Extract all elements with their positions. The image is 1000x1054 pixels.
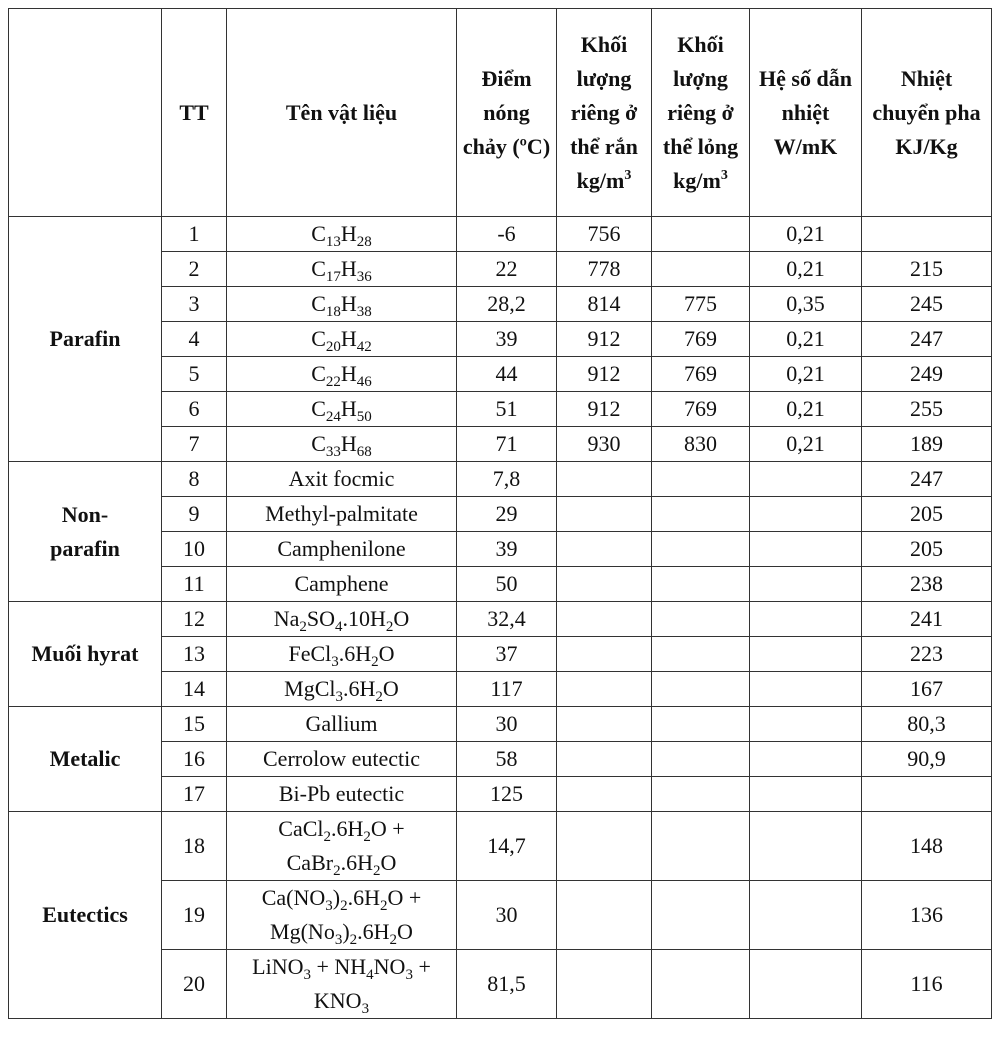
header-row: [9, 9, 992, 217]
header-liquid-density: Khối lượng riêng ở thể lỏng $kg/m^3$: [652, 9, 750, 217]
cell-latent-heat: 136: [862, 881, 992, 950]
cell-material-name: $Ca(NO_3)_2.6H_2O + Mg(No_3)_2.6H_2O$: [227, 881, 457, 950]
cell-tt: 10: [162, 532, 227, 567]
cell-melting-point: 22: [457, 252, 557, 287]
cell-liquid-density: [652, 672, 750, 707]
cell-melting-point: 29: [457, 497, 557, 532]
cell-material-name: Camphenilone: [227, 532, 457, 567]
cell-solid-density: 814: [557, 287, 652, 322]
cell-latent-heat: 245: [862, 287, 992, 322]
cell-material-name: $C_{20}H_{42}$: [227, 322, 457, 357]
cell-material-name: $MgCl_3.6H_2O$: [227, 672, 457, 707]
cell-thermal-conductivity: [750, 497, 862, 532]
header-melting-point: Điểm nóng chảy (ºC): [457, 9, 557, 217]
cell-liquid-density: [652, 497, 750, 532]
cell-solid-density: [557, 672, 652, 707]
cell-material-name: $C_{22}H_{46}$: [227, 357, 457, 392]
cell-material-name: $C_{24}H_{50}$: [227, 392, 457, 427]
cell-material-name: Camphene: [227, 567, 457, 602]
cell-solid-density: [557, 881, 652, 950]
header-tt: TT: [162, 9, 227, 217]
cell-solid-density: 912: [557, 357, 652, 392]
cell-latent-heat: 80,3: [862, 707, 992, 742]
cell-tt: 18: [162, 812, 227, 881]
cell-liquid-density: [652, 707, 750, 742]
cell-tt: 15: [162, 707, 227, 742]
cell-material-name: Bi-Pb eutectic: [227, 777, 457, 812]
cell-liquid-density: [652, 567, 750, 602]
cell-melting-point: 125: [457, 777, 557, 812]
cell-latent-heat: 205: [862, 497, 992, 532]
cell-liquid-density: [652, 602, 750, 637]
group-label: Metalic: [9, 707, 162, 812]
cell-melting-point: 30: [457, 707, 557, 742]
cell-solid-density: 930: [557, 427, 652, 462]
cell-melting-point: 39: [457, 532, 557, 567]
cell-material-name: $C_{13}H_{28}$: [227, 217, 457, 252]
cell-melting-point: 37: [457, 637, 557, 672]
cell-latent-heat: 148: [862, 812, 992, 881]
cell-tt: 4: [162, 322, 227, 357]
cell-solid-density: [557, 637, 652, 672]
cell-solid-density: 912: [557, 322, 652, 357]
cell-melting-point: 117: [457, 672, 557, 707]
cell-tt: 12: [162, 602, 227, 637]
cell-thermal-conductivity: [750, 812, 862, 881]
cell-liquid-density: [652, 950, 750, 1019]
cell-material-name: Cerrolow eutectic: [227, 742, 457, 777]
cell-tt: 16: [162, 742, 227, 777]
table-container: [8, 8, 991, 1019]
cell-liquid-density: [652, 532, 750, 567]
cell-latent-heat: 247: [862, 322, 992, 357]
cell-melting-point: 28,2: [457, 287, 557, 322]
cell-melting-point: 44: [457, 357, 557, 392]
cell-material-name: Gallium: [227, 707, 457, 742]
cell-latent-heat: 167: [862, 672, 992, 707]
header-name: Tên vật liệu: [227, 9, 457, 217]
cell-solid-density: [557, 950, 652, 1019]
cell-solid-density: 912: [557, 392, 652, 427]
cell-material-name: Methyl-palmitate: [227, 497, 457, 532]
cell-latent-heat: 215: [862, 252, 992, 287]
cell-solid-density: [557, 812, 652, 881]
cell-thermal-conductivity: [750, 532, 862, 567]
cell-tt: 2: [162, 252, 227, 287]
cell-liquid-density: [652, 812, 750, 881]
cell-melting-point: 51: [457, 392, 557, 427]
cell-tt: 8: [162, 462, 227, 497]
cell-solid-density: [557, 742, 652, 777]
cell-thermal-conductivity: 0,21: [750, 392, 862, 427]
cell-liquid-density: 769: [652, 357, 750, 392]
cell-tt: 3: [162, 287, 227, 322]
cell-tt: 17: [162, 777, 227, 812]
cell-melting-point: 39: [457, 322, 557, 357]
cell-melting-point: 50: [457, 567, 557, 602]
table-body: [9, 217, 992, 1019]
cell-latent-heat: 223: [862, 637, 992, 672]
cell-solid-density: [557, 707, 652, 742]
cell-tt: 1: [162, 217, 227, 252]
cell-material-name: $C_{17}H_{36}$: [227, 252, 457, 287]
cell-melting-point: 30: [457, 881, 557, 950]
cell-solid-density: 756: [557, 217, 652, 252]
cell-latent-heat: 205: [862, 532, 992, 567]
table-row: [9, 217, 992, 252]
cell-material-name: $FeCl_3.6H_2O$: [227, 637, 457, 672]
cell-material-name: Axit focmic: [227, 462, 457, 497]
cell-tt: 19: [162, 881, 227, 950]
cell-melting-point: 58: [457, 742, 557, 777]
cell-solid-density: [557, 532, 652, 567]
group-label: Parafin: [9, 217, 162, 462]
cell-tt: 20: [162, 950, 227, 1019]
cell-material-name: LiNO$_3$ + $NH_4NO_3 + KNO_3$: [227, 950, 457, 1019]
table-row: [9, 602, 992, 637]
cell-thermal-conductivity: [750, 602, 862, 637]
cell-liquid-density: 769: [652, 392, 750, 427]
group-label: Non-parafin: [9, 462, 162, 602]
cell-liquid-density: [652, 217, 750, 252]
cell-melting-point: 81,5: [457, 950, 557, 1019]
cell-solid-density: [557, 777, 652, 812]
header-latent-heat: Nhiệt chuyển pha KJ/Kg: [862, 9, 992, 217]
cell-liquid-density: [652, 881, 750, 950]
table-row: [9, 812, 992, 881]
cell-thermal-conductivity: 0,21: [750, 322, 862, 357]
cell-material-name: $Na_2SO_4.10H_2O$: [227, 602, 457, 637]
cell-solid-density: [557, 602, 652, 637]
header-solid-density: Khối lượng riêng ở thể rắn $kg/m^3$: [557, 9, 652, 217]
group-label: Muối hyrat: [9, 602, 162, 707]
cell-melting-point: -6: [457, 217, 557, 252]
cell-material-name: $C_{18}H_{38}$: [227, 287, 457, 322]
group-label: Eutectics: [9, 812, 162, 1019]
cell-liquid-density: [652, 252, 750, 287]
cell-tt: 9: [162, 497, 227, 532]
cell-melting-point: 14,7: [457, 812, 557, 881]
cell-thermal-conductivity: [750, 707, 862, 742]
cell-thermal-conductivity: [750, 672, 862, 707]
cell-thermal-conductivity: [750, 950, 862, 1019]
cell-latent-heat: 241: [862, 602, 992, 637]
cell-solid-density: [557, 497, 652, 532]
cell-latent-heat: 189: [862, 427, 992, 462]
cell-thermal-conductivity: [750, 881, 862, 950]
cell-latent-heat: 116: [862, 950, 992, 1019]
pcm-materials-table: [8, 8, 992, 1019]
cell-liquid-density: [652, 462, 750, 497]
table-row: [9, 707, 992, 742]
cell-thermal-conductivity: 0,21: [750, 252, 862, 287]
cell-liquid-density: [652, 637, 750, 672]
cell-latent-heat: 90,9: [862, 742, 992, 777]
cell-thermal-conductivity: 0,21: [750, 357, 862, 392]
cell-thermal-conductivity: [750, 742, 862, 777]
cell-solid-density: 778: [557, 252, 652, 287]
cell-latent-heat: 238: [862, 567, 992, 602]
cell-thermal-conductivity: 0,21: [750, 427, 862, 462]
cell-thermal-conductivity: [750, 637, 862, 672]
cell-latent-heat: 247: [862, 462, 992, 497]
cell-liquid-density: 775: [652, 287, 750, 322]
cell-thermal-conductivity: [750, 777, 862, 812]
cell-thermal-conductivity: [750, 567, 862, 602]
cell-melting-point: 7,8: [457, 462, 557, 497]
cell-latent-heat: [862, 777, 992, 812]
cell-material-name: $C_{33}H_{68}$: [227, 427, 457, 462]
cell-tt: 13: [162, 637, 227, 672]
header-thermal-conductivity: Hệ số dẫn nhiệt W/mK: [750, 9, 862, 217]
cell-latent-heat: [862, 217, 992, 252]
cell-latent-heat: 255: [862, 392, 992, 427]
cell-thermal-conductivity: 0,35: [750, 287, 862, 322]
cell-liquid-density: 769: [652, 322, 750, 357]
cell-liquid-density: [652, 777, 750, 812]
cell-solid-density: [557, 567, 652, 602]
header-group: [9, 9, 162, 217]
cell-thermal-conductivity: [750, 462, 862, 497]
cell-liquid-density: [652, 742, 750, 777]
cell-melting-point: 32,4: [457, 602, 557, 637]
cell-tt: 7: [162, 427, 227, 462]
table-row: [9, 462, 992, 497]
cell-thermal-conductivity: 0,21: [750, 217, 862, 252]
cell-tt: 11: [162, 567, 227, 602]
cell-material-name: $CaCl_2.6H_2O$ + $CaBr_2.6H_2O$: [227, 812, 457, 881]
cell-tt: 5: [162, 357, 227, 392]
cell-tt: 14: [162, 672, 227, 707]
cell-tt: 6: [162, 392, 227, 427]
cell-melting-point: 71: [457, 427, 557, 462]
cell-solid-density: [557, 462, 652, 497]
cell-latent-heat: 249: [862, 357, 992, 392]
cell-liquid-density: 830: [652, 427, 750, 462]
